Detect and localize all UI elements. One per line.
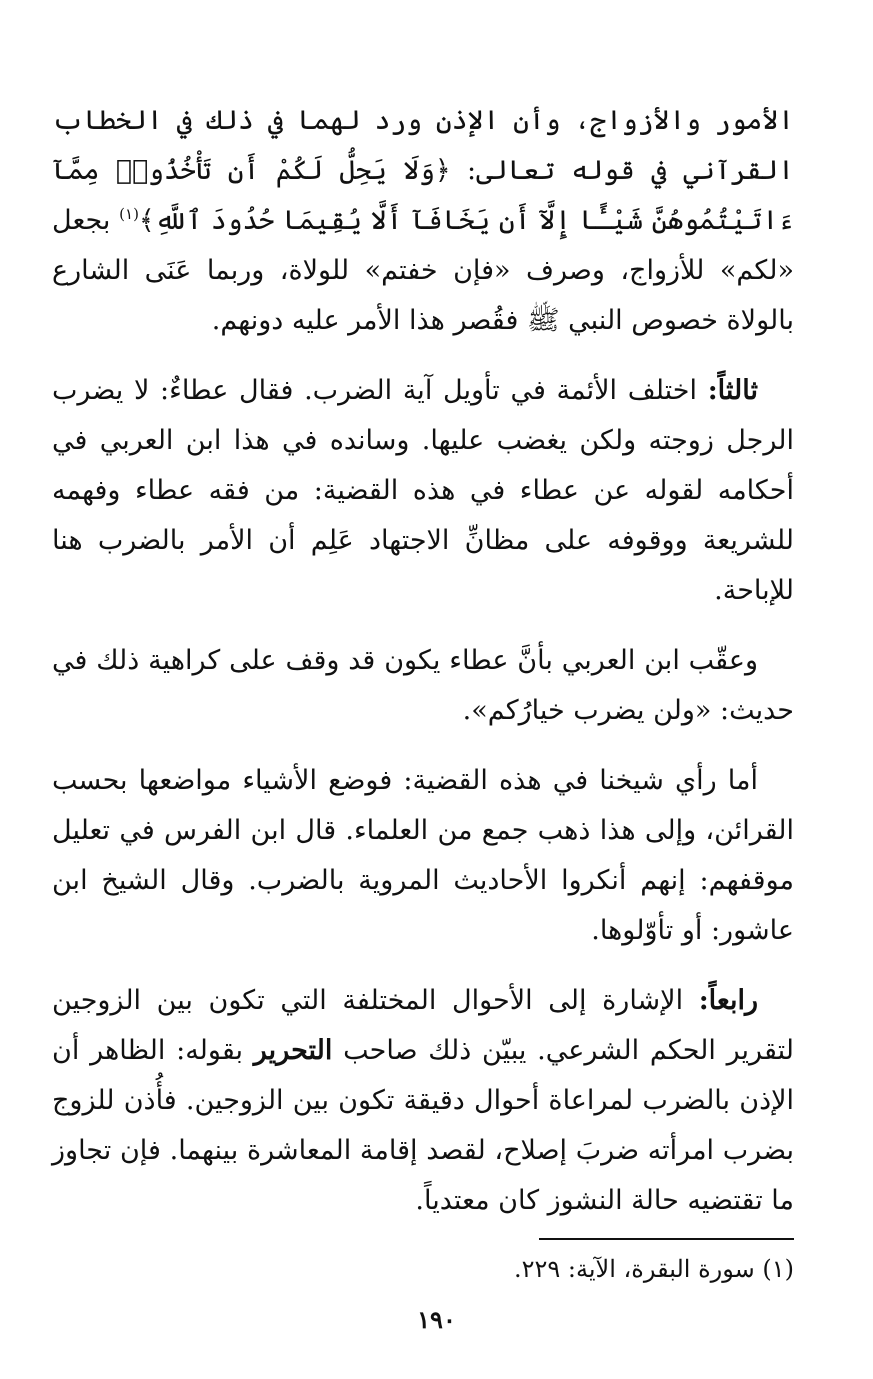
- paragraph-2-lead: ثالثاً:: [707, 375, 758, 406]
- paragraph-5-text-after: بقوله: الظاهر أن الإذن بالضرب لمراعاة أحوال دقيقة تكون بين الزوجين. فأُذن للزوج بضرب امرأته ضربَ إصلاح، لقصد إقامة المعاشرة بينهما. فإن تجاوز ما تقتضيه حالة النشوز كان معتدياً.: [52, 1035, 794, 1216]
- paragraph-5-strong: التحرير: [253, 1035, 333, 1066]
- footnote: (١) سورة البقرة، الآية: ٢٢٩.: [513, 1255, 794, 1283]
- paragraph-1: [52, 96, 794, 346]
- paragraph-5: [52, 976, 794, 1226]
- paragraph-2-text: اختلف الأئمة في تأويل آية الضرب. فقال عطاءٌ: لا يضرب الرجل زوجته ولكن يغضب عليها. وسانده في هذا ابن العربي في أحكامه لقوله عن عطاء في هذه القضية: من فقه عطاء وفهمه للشريعة ووقوفه على مظانِّ الاجتهاد عَلِم أن الأمر بالضرب هنا للإباحة.: [52, 375, 794, 606]
- paragraph-3-text: وعقّب ابن العربي بأنَّ عطاء يكون قد وقف على كراهية ذلك في حديث: «ولن يضرب خيارُكم».: [52, 645, 794, 726]
- paragraph-4: [52, 756, 794, 956]
- paragraph-3: [52, 636, 794, 736]
- paragraph-2: [52, 366, 794, 616]
- paragraph-5-text-before: الإشارة إلى الأحوال المختلفة التي تكون بين الزوجين لتقرير الحكم الشرعي. يبيّن ذلك صاحب: [52, 985, 794, 1066]
- footnote-marker: (١): [119, 205, 139, 223]
- page-body: [52, 96, 794, 1246]
- footnote-divider: [539, 1238, 794, 1240]
- paragraph-5-lead: رابعاً:: [698, 985, 758, 1016]
- page-number: ١٩٠: [417, 1305, 456, 1334]
- paragraph-4-text: أما رأي شيخنا في هذه القضية: فوضع الأشياء مواضعها بحسب القرائن، وإلى هذا ذهب جمع من العلماء. قال ابن الفرس في تعليل موقفهم: إنهم أنكروا الأحاديث المروية بالضرب. وقال الشيخ ابن عاشور: أو تأوّلوها.: [52, 765, 794, 946]
- paragraph-1-text: الأمور والأزواج، وأن الإذن ورد لهما في ذلك في الخطاب القرآني في قوله تعالى: ﴿وَلَا يَحِلُّ لَكُمْ أَن تَأْخُذُوا۟ مِمَّآ ءَاتَيْتُمُوهُنَّ شَيْـًٔا إِلَّآ أَن يَخَافَآ أَلَّا يُقِيمَا حُدُودَ ٱللَّهِ﴾: [52, 105, 795, 236]
- paragraph-1-text-after: بجعل «لكم» للأزواج، وصرف «فإن خفتم» للولاة، وربما عَنَى الشارع بالولاة خصوص النبي ﷺ فقُصر هذا الأمر عليه دونهم.: [52, 205, 794, 336]
